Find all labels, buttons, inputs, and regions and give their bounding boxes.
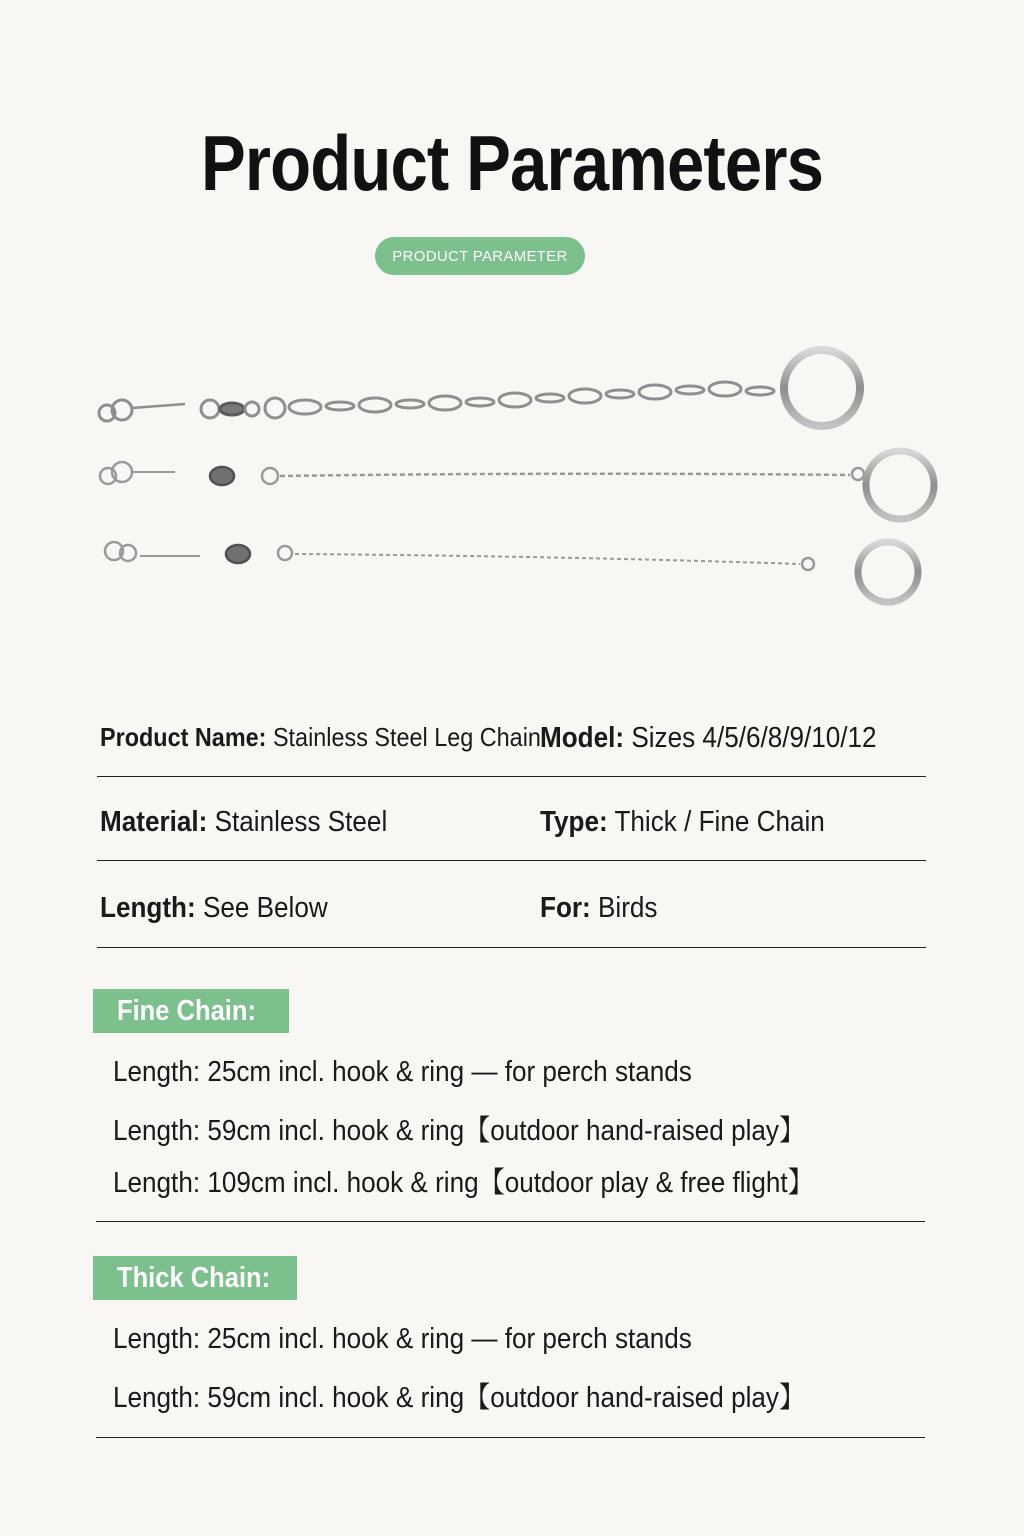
spec-length: Length: See Below [100,892,328,924]
thick-chain-image [99,350,860,426]
page-title: Product Parameters [200,119,824,207]
thick-chain-length-2: Length: 59cm incl. hook & ring【outdoor hand-raised play】 [113,1382,806,1414]
spec-model: Model: Sizes 4/5/6/8/9/10/12 [540,722,877,754]
thick-chain-label: Thick Chain: [93,1256,297,1300]
divider [97,947,926,948]
divider [97,860,926,861]
spec-product-name: Product Name: Stainless Steel Leg Chain [100,722,541,752]
fine-chain-length-1: Length: 25cm incl. hook & ring — for perch stands [113,1056,692,1088]
thick-chain-length-1: Length: 25cm incl. hook & ring — for perch stands [113,1323,692,1355]
fine-chain-image-1 [100,451,934,519]
fine-chain-image-2 [105,542,918,602]
leg-chains-image [0,330,1024,630]
divider [97,776,926,777]
spec-type: Type: Thick / Fine Chain [540,806,825,838]
divider [96,1221,925,1222]
fine-chain-length-3: Length: 109cm incl. hook & ring【outdoor play & free flight】 [113,1167,814,1199]
spec-for: For: Birds [540,892,658,924]
product-parameter-badge: PRODUCT PARAMETER [375,237,585,275]
fine-chain-length-2: Length: 59cm incl. hook & ring【outdoor hand-raised play】 [113,1115,806,1147]
spec-material: Material: Stainless Steel [100,806,388,838]
divider [96,1437,925,1438]
fine-chain-label: Fine Chain: [93,989,289,1033]
